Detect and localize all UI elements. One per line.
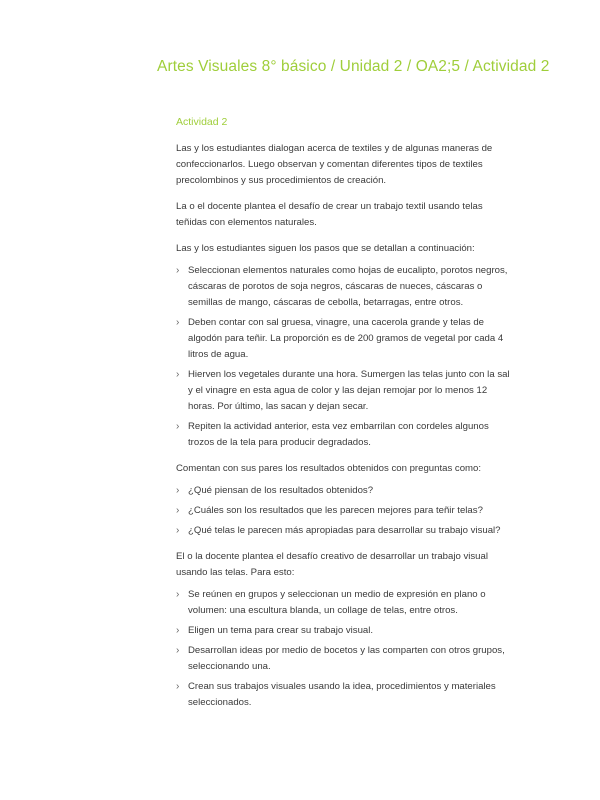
list-item: › Crean sus trabajos visuales usando la idea, procedimientos y materiales seleccionados.: [176, 679, 516, 711]
challenge-steps-list: [176, 587, 516, 711]
list-item: › Desarrollan ideas por medio de bocetos y las comparten con otros grupos, seleccionando una.: [176, 643, 516, 675]
list-item: › Seleccionan elementos naturales como hojas de eucalipto, porotos negros, cáscaras de porotos de soja negros, cáscaras de nueces, cáscaras o semillas de mango, cáscaras de cebolla, betarragas, entre otros.: [176, 263, 516, 311]
intro-paragraph: Las y los estudiantes dialogan acerca de textiles y de algunas maneras de confeccionarlos. Luego observan y comentan diferentes tipos de textiles precolombinos y sus procedimientos de creación.: [176, 143, 493, 186]
list-item: › Deben contar con sal gruesa, vinagre, una cacerola grande y telas de algodón para teñir. La proporción es de 200 gramos de vegetal por cada 4 litros de agua.: [176, 315, 516, 363]
steps-intro-paragraph: Las y los estudiantes siguen los pasos que se detallan a continuación:: [176, 243, 475, 254]
discussion-intro: Comentan con sus pares los resultados obtenidos con preguntas como:: [176, 463, 482, 474]
list-item: › Eligen un tema para crear su trabajo visual.: [176, 623, 516, 639]
steps-list: [176, 263, 516, 451]
list-item: › ¿Cuáles son los resultados que les parecen mejores para teñir telas?: [176, 503, 516, 519]
page-title: Artes Visuales 8° básico / Unidad 2 / OA2;5 / Actividad 2: [157, 58, 550, 75]
list-item: › ¿Qué telas le parecen más apropiadas para desarrollar su trabajo visual?: [176, 523, 516, 539]
list-item: › Se reúnen en grupos y seleccionan un medio de expresión en plano o volumen: una escultura blanda, un collage de telas, entre otros.: [176, 587, 516, 619]
list-item: › Hierven los vegetales durante una hora. Sumergen las telas junto con la sal y el vinagre en esta agua de color y las dejan remojar por lo menos 12 horas. Por último, las sacan y dejan secar.: [176, 367, 516, 415]
list-item: › ¿Qué piensan de los resultados obtenidos?: [176, 483, 516, 499]
questions-list: [176, 483, 516, 539]
list-item: › Repiten la actividad anterior, esta vez embarrilan con cordeles algunos trozos de la tela para producir degradados.: [176, 419, 516, 451]
activity-title: Actividad 2: [176, 116, 228, 128]
challenge-paragraph: La o el docente plantea el desafío de crear un trabajo textil usando telas teñidas con elementos naturales.: [176, 201, 483, 228]
activity-content: [176, 114, 516, 721]
creative-challenge-intro: El o la docente plantea el desafío creativo de desarrollar un trabajo visual usando las telas. Para esto:: [176, 551, 488, 578]
